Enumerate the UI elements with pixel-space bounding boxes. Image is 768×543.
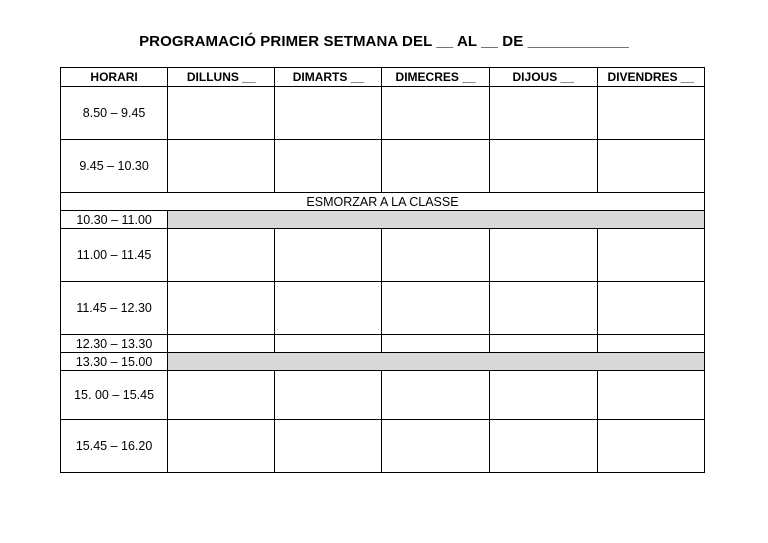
time-cell: 11.00 – 11.45	[61, 229, 168, 282]
slot-cell[interactable]	[275, 420, 382, 473]
slot-cell[interactable]	[168, 229, 275, 282]
slot-cell[interactable]	[275, 282, 382, 335]
time-cell: 12.30 – 13.30	[61, 335, 168, 353]
slot-cell[interactable]	[489, 229, 597, 282]
table-row	[61, 140, 705, 193]
time-cell: 13.30 – 15.00	[61, 353, 168, 371]
time-cell: 9.45 – 10.30	[61, 140, 168, 193]
table-row	[61, 335, 705, 353]
slot-cell[interactable]	[168, 140, 275, 193]
slot-cell[interactable]	[275, 229, 382, 282]
slot-cell[interactable]	[168, 335, 275, 353]
header-horari: HORARI	[61, 68, 168, 87]
slot-cell[interactable]	[597, 371, 704, 420]
slot-cell[interactable]	[382, 140, 489, 193]
time-cell: 10.30 – 11.00	[61, 211, 168, 229]
time-cell: 15. 00 – 15.45	[61, 371, 168, 420]
slot-cell[interactable]	[489, 335, 597, 353]
slot-cell[interactable]	[382, 420, 489, 473]
table-row	[61, 282, 705, 335]
slot-cell[interactable]	[489, 140, 597, 193]
slot-cell[interactable]	[275, 335, 382, 353]
slot-cell[interactable]	[597, 335, 704, 353]
slot-cell[interactable]	[489, 282, 597, 335]
slot-cell[interactable]	[597, 420, 704, 473]
slot-cell[interactable]	[489, 420, 597, 473]
shaded-cell	[168, 211, 705, 229]
time-cell: 11.45 – 12.30	[61, 282, 168, 335]
slot-cell[interactable]	[275, 87, 382, 140]
slot-cell[interactable]	[168, 282, 275, 335]
slot-cell[interactable]	[597, 87, 704, 140]
header-divendres: DIVENDRES __	[597, 68, 704, 87]
slot-cell[interactable]	[382, 229, 489, 282]
header-dimarts: DIMARTS __	[275, 68, 382, 87]
header-dimecres: DIMECRES __	[382, 68, 489, 87]
break-row	[61, 193, 705, 211]
table-row	[61, 353, 705, 371]
header-row	[61, 68, 705, 87]
table-row	[61, 371, 705, 420]
header-dilluns: DILLUNS __	[168, 68, 275, 87]
slot-cell[interactable]	[168, 87, 275, 140]
header-dijous: DIJOUS __	[489, 68, 597, 87]
slot-cell[interactable]	[275, 371, 382, 420]
slot-cell[interactable]	[168, 420, 275, 473]
slot-cell[interactable]	[275, 140, 382, 193]
slot-cell[interactable]	[382, 87, 489, 140]
schedule-table	[60, 67, 705, 473]
slot-cell[interactable]	[382, 335, 489, 353]
table-row	[61, 229, 705, 282]
page-title: PROGRAMACIÓ PRIMER SETMANA DEL __ AL __ DE ____________	[139, 33, 629, 50]
slot-cell[interactable]	[597, 229, 704, 282]
break-label: ESMORZAR A LA CLASSE	[61, 193, 705, 211]
slot-cell[interactable]	[489, 87, 597, 140]
time-cell: 8.50 – 9.45	[61, 87, 168, 140]
shaded-cell	[168, 353, 705, 371]
slot-cell[interactable]	[382, 282, 489, 335]
table-row	[61, 420, 705, 473]
table-row	[61, 211, 705, 229]
slot-cell[interactable]	[489, 371, 597, 420]
slot-cell[interactable]	[597, 140, 704, 193]
time-cell: 15.45 – 16.20	[61, 420, 168, 473]
slot-cell[interactable]	[597, 282, 704, 335]
table-row	[61, 87, 705, 140]
slot-cell[interactable]	[382, 371, 489, 420]
slot-cell[interactable]	[168, 371, 275, 420]
